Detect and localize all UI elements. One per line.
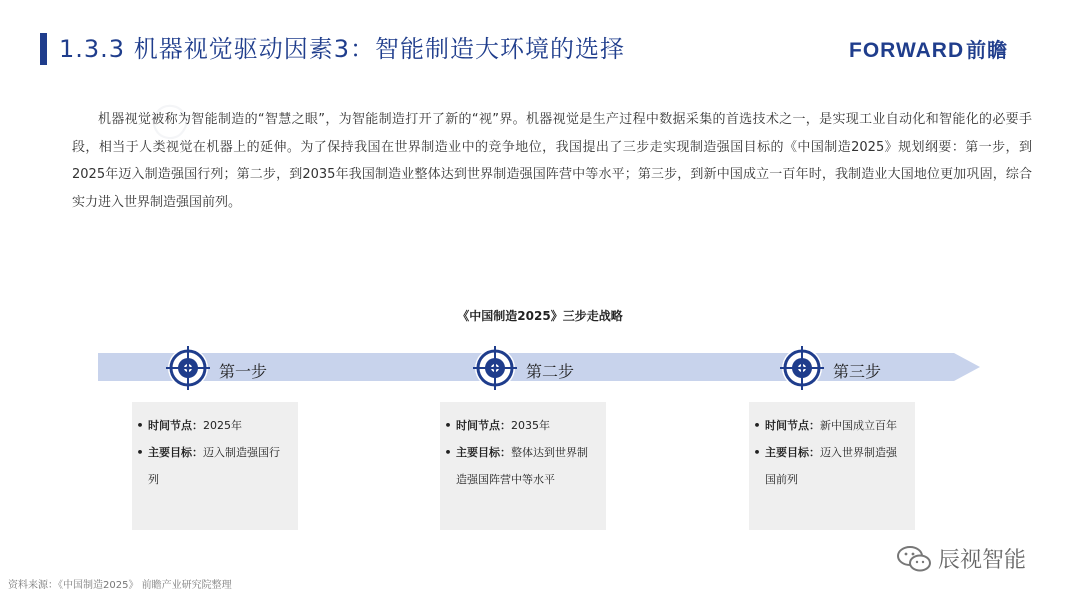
list-item: • 主要目标：整体达到世界制造强国阵营中等水平 xyxy=(444,446,588,486)
step-1-label: 第一步 xyxy=(219,362,268,381)
wechat-account-name: 辰视智能 xyxy=(938,548,1027,573)
step-3-card xyxy=(749,402,915,530)
step-2-label: 第二步 xyxy=(526,362,575,381)
strategy-title: 《中国制造2025》三步走战略 xyxy=(457,309,623,323)
target-icon xyxy=(473,346,517,390)
intro-paragraph: 机器视觉被称为智能制造的“智慧之眼”，为智能制造打开了新的“视”界。机器视觉是生产过程中数据采集的首选技术之一，是实现工业自动化和智能化的必要手段，相当于人类视觉在机器上的延伸。为了保持我国在世界制造业中的竞争地位，我国提出了三步走实现制造强国目标的《中国制造2025》规划纲要：第一步，到2025年迈入制造强国行列；第二步，到2035年我国制造业整体达到世界制造强国阵营中等水平；第三步，到新中国成立一百年时，我制造业大国地位更加巩固，综合实力进入世界制造强国前列。 xyxy=(72,112,1032,210)
list-item: • 时间节点：2035年 xyxy=(444,419,550,432)
logo-english: FORWARD xyxy=(849,39,965,62)
target-icon xyxy=(166,346,210,390)
list-item: • 时间节点：新中国成立百年 xyxy=(753,419,897,432)
source-note: 资料来源：《中国制造2025》 前瞻产业研究院整理 xyxy=(8,580,232,591)
wechat-icon xyxy=(896,545,932,573)
watermark: ◯ xyxy=(143,93,195,147)
step-2-card xyxy=(440,402,606,530)
page-title: 1.3.3 机器视觉驱动因素3：智能制造大环境的选择 xyxy=(59,35,625,63)
step-3-label: 第三步 xyxy=(833,362,882,381)
title-accent-bar xyxy=(40,33,47,65)
brand-logo xyxy=(849,34,1008,63)
target-icon xyxy=(780,346,824,390)
list-item: • 主要目标：迈入世界制造强国前列 xyxy=(753,446,897,486)
list-item: • 时间节点：2025年 xyxy=(136,419,242,432)
logo-chinese: 前瞻 xyxy=(966,40,1009,62)
step-1-card xyxy=(132,402,298,530)
list-item: • 主要目标：迈入制造强国行列 xyxy=(136,446,280,486)
